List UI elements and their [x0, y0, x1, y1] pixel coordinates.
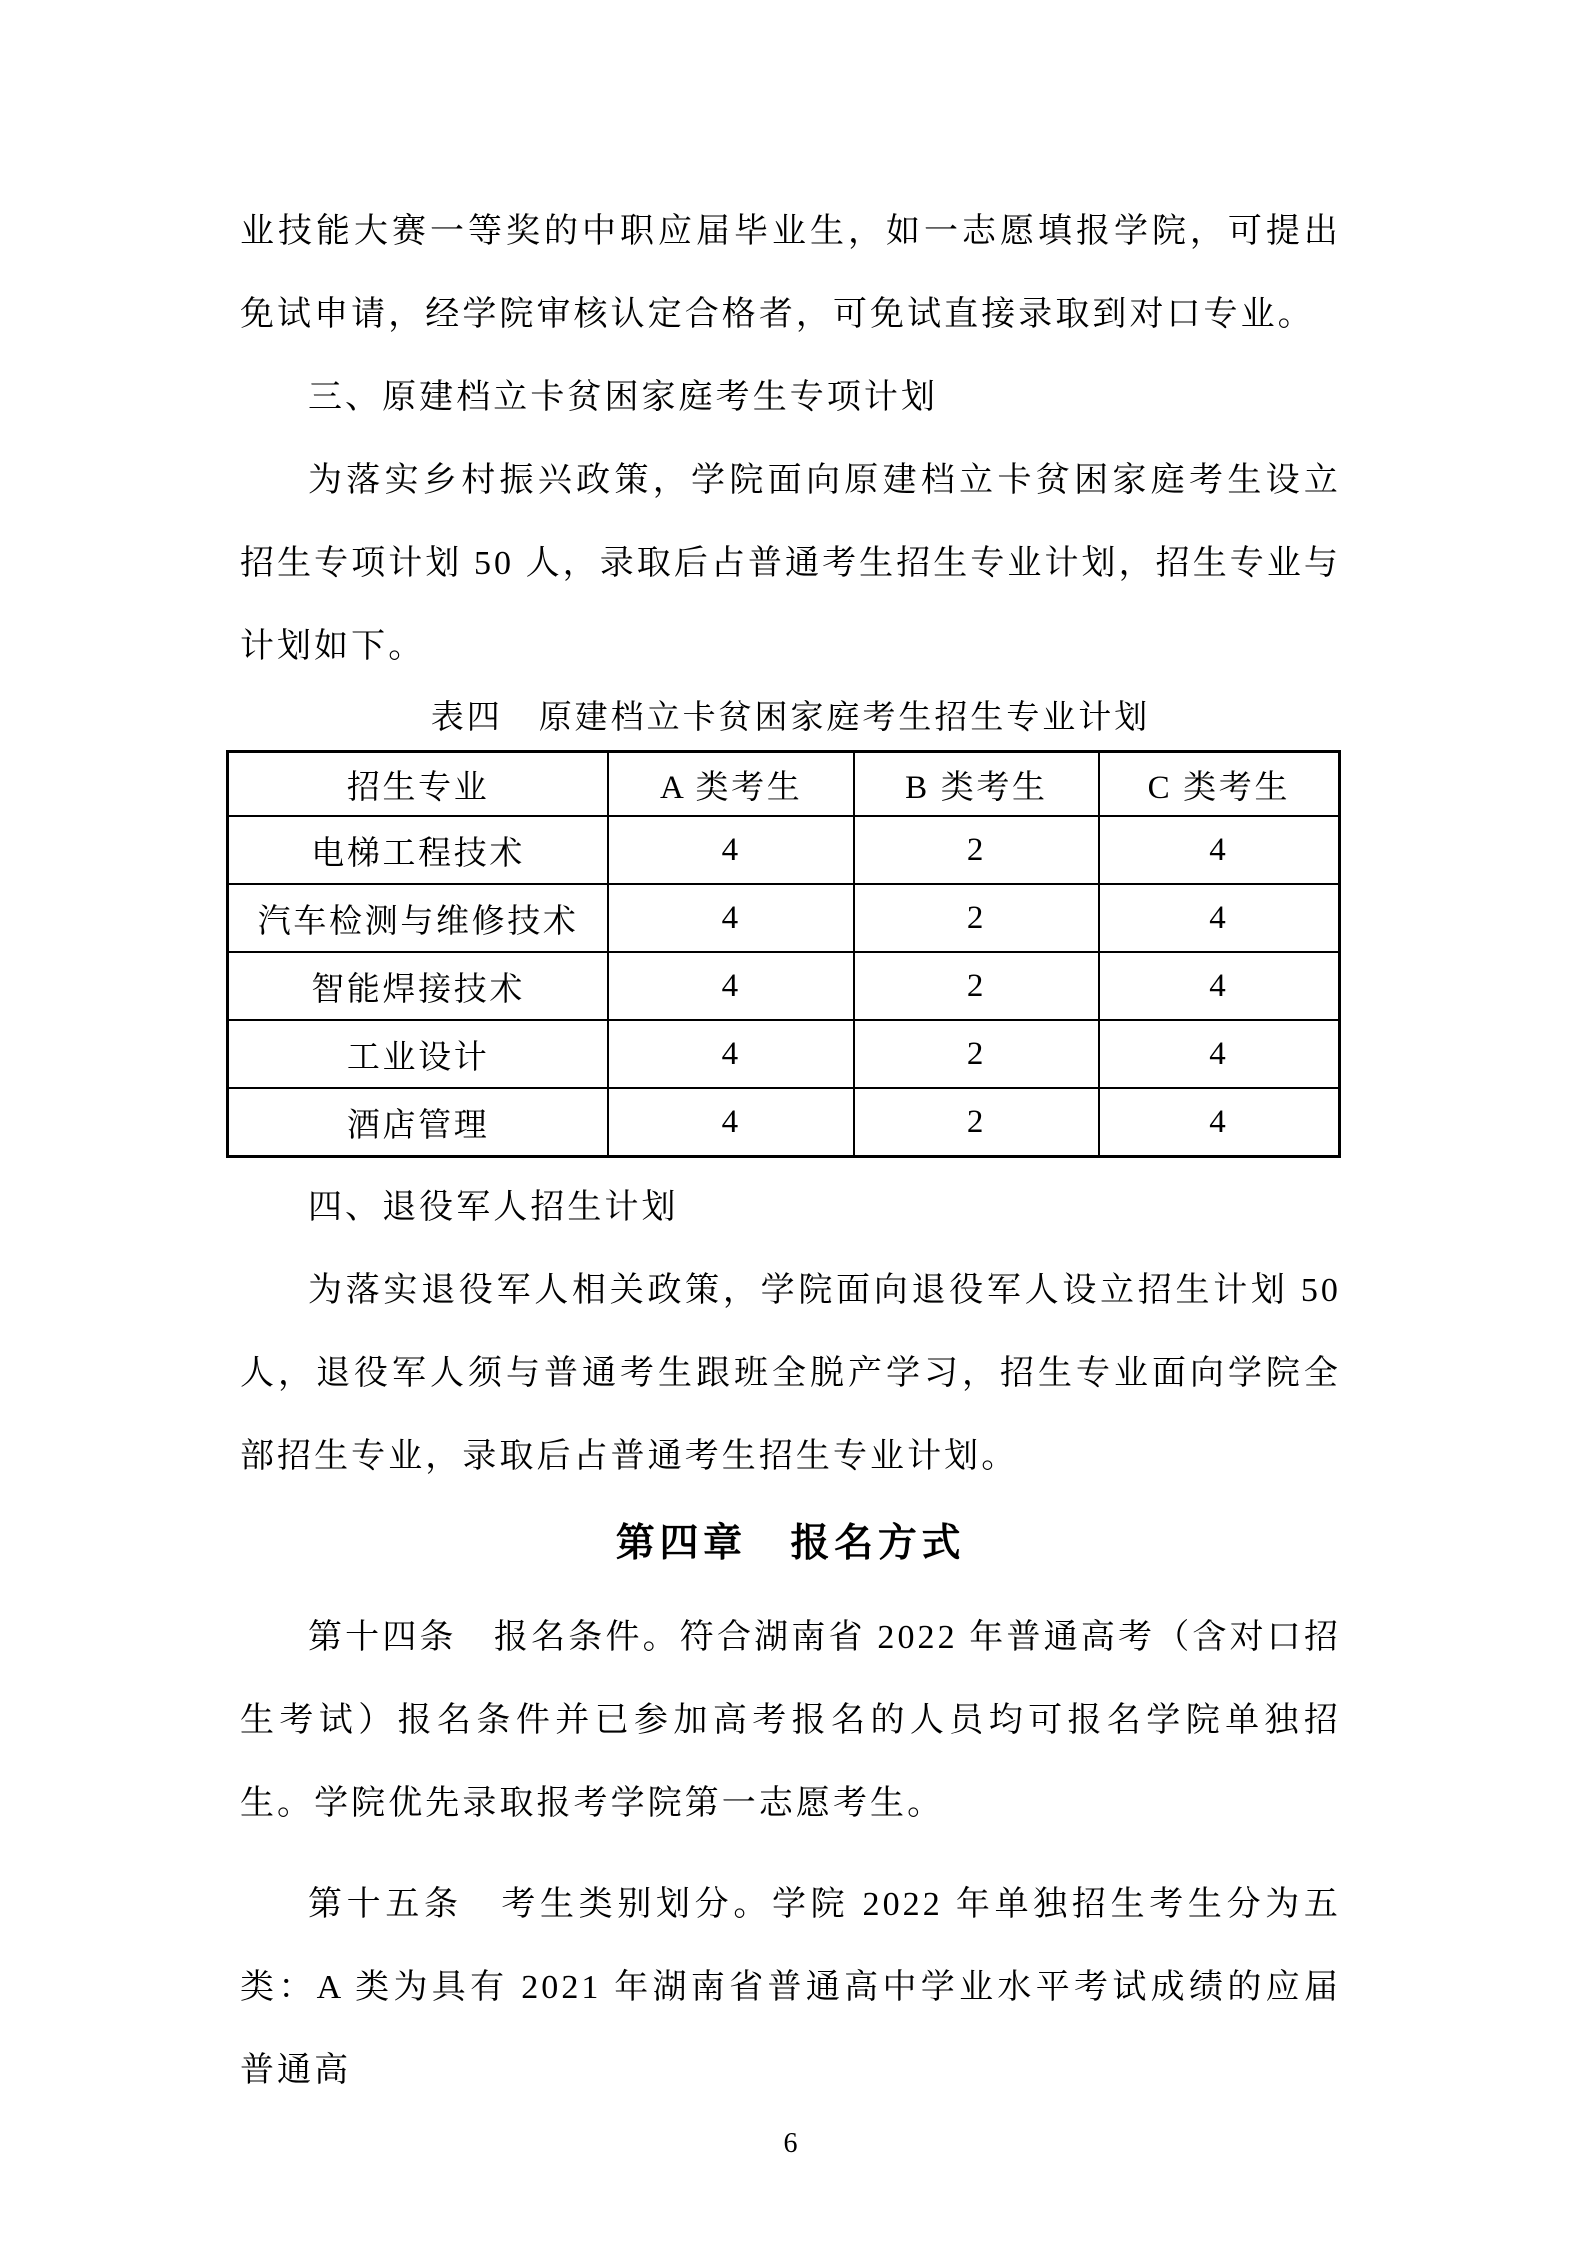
table-cell: 2	[854, 1020, 1099, 1088]
table-cell: 4	[1099, 816, 1340, 884]
table-row	[228, 1088, 1340, 1157]
table-header-class-b: B 类考生	[854, 752, 1099, 817]
paragraph-continuation: 业技能大赛一等奖的中职应届毕业生，如一志愿填报学院，可提出免试申请，经学院审核认定合格者，可免试直接录取到对口专业。	[240, 213, 1341, 333]
table-cell: 2	[854, 884, 1099, 952]
table-cell: 4	[1099, 1020, 1340, 1088]
section3-paragraph: 为落实乡村振兴政策，学院面向原建档立卡贫困家庭考生设立招生专项计划 50 人，录取后占普通考生招生专业计划，招生专业与计划如下。	[240, 462, 1341, 665]
article15-paragraph: 第十五条 考生类别划分。学院 2022 年单独招生考生分为五类：A 类为具有 2021 年湖南省普通高中学业水平考试成绩的应届普通高	[240, 1886, 1341, 2089]
table-cell-major: 汽车检测与维修技术	[228, 884, 609, 952]
table-row	[228, 816, 1340, 884]
table-header-class-a: A 类考生	[608, 752, 854, 817]
section-heading-4: 四、退役军人招生计划	[308, 1189, 679, 1226]
section-heading-3: 三、原建档立卡贫困家庭考生专项计划	[308, 379, 939, 416]
table-container	[240, 750, 1341, 1158]
table-row	[228, 1020, 1340, 1088]
table-row	[228, 884, 1340, 952]
table-cell: 4	[608, 952, 854, 1020]
table-cell-major: 电梯工程技术	[228, 816, 609, 884]
table-cell: 2	[854, 1088, 1099, 1157]
table-cell: 4	[608, 1088, 854, 1157]
table-cell: 4	[1099, 884, 1340, 952]
table-cell: 4	[608, 816, 854, 884]
table-cell: 4	[608, 1020, 854, 1088]
table-cell-major: 工业设计	[228, 1020, 609, 1088]
table-cell-major: 智能焊接技术	[228, 952, 609, 1020]
table-cell: 2	[854, 952, 1099, 1020]
table-cell: 4	[608, 884, 854, 952]
table-header-row	[228, 752, 1340, 817]
table-row	[228, 952, 1340, 1020]
section4-paragraph: 为落实退役军人相关政策，学院面向退役军人设立招生计划 50 人，退役军人须与普通考生跟班全脱产学习，招生专业面向学院全部招生专业，录取后占普通考生招生专业计划。	[240, 1272, 1341, 1475]
table-cell-major: 酒店管理	[228, 1088, 609, 1157]
article14-paragraph: 第十四条 报名条件。符合湖南省 2022 年普通高考（含对口招生考试）报名条件并已参加高考报名的人员均可报名学院单独招生。学院优先录取报考学院第一志愿考生。	[240, 1619, 1341, 1822]
table-header-major: 招生专业	[228, 752, 609, 817]
table-cell: 4	[1099, 1088, 1340, 1157]
table-cell: 2	[854, 816, 1099, 884]
page-number: 6	[783, 2128, 798, 2159]
table-cell: 4	[1099, 952, 1340, 1020]
enrollment-plan-table	[226, 750, 1341, 1158]
table-header-class-c: C 类考生	[1099, 752, 1340, 817]
chapter-heading: 第四章 报名方式	[615, 1522, 966, 1565]
table-caption: 表四 原建档立卡贫困家庭考生招生专业计划	[430, 700, 1151, 736]
